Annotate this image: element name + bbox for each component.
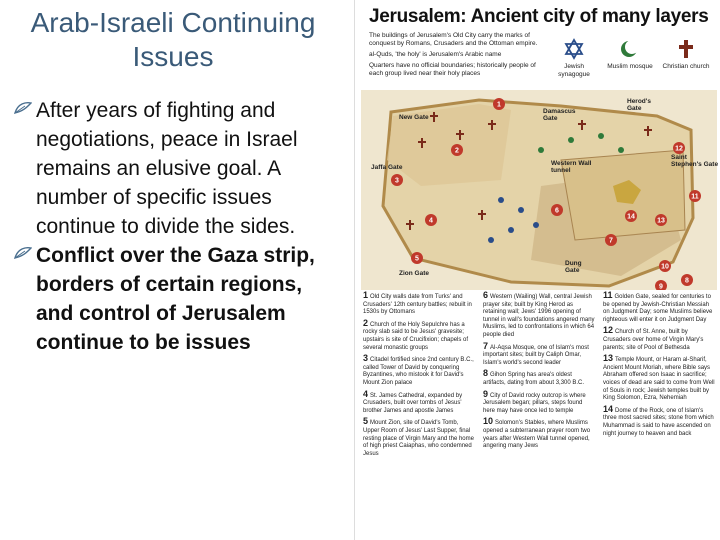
- map-marker-7: 7: [609, 237, 613, 245]
- label-jaffa-gate: Jaffa Gate: [371, 164, 403, 171]
- star-of-david-icon: [563, 38, 585, 60]
- intro-text: The buildings of Jerusalem's Old City carry the marks of conquest by Romans, Crusaders and the Ottoman empire.: [369, 32, 538, 47]
- label-herods-gate: Herod's Gate: [627, 98, 651, 112]
- crescent-icon: [619, 38, 641, 60]
- al-quds-note: al-Quds, 'the holy' is Jerusalem's Arabic name: [369, 51, 502, 58]
- map-marker-10: 10: [661, 263, 669, 271]
- figure-title: Jerusalem: Ancient city of many layers: [369, 6, 709, 27]
- label-st-stephens-gate: Saint Stephen's Gate: [671, 154, 719, 168]
- legend-label: Jewish synagogue: [558, 63, 590, 78]
- key-item: 14 Dome of the Rock, one of Islam's three most sacred sites; stone from which Muhammad is said to have ascended on night journey to heaven and back: [603, 403, 714, 437]
- figure-intro: [369, 32, 539, 78]
- key-item: 10 Solomon's Stables, where Muslims opened a subterranean prayer room two years after Western Wall tunnel opened, angering many Jews: [483, 416, 591, 450]
- legend-christian: [661, 38, 711, 71]
- label-zion-gate: Zion Gate: [399, 270, 429, 277]
- key-item: 8 Gihon Spring has area's oldest artifacts, dating from about 3,300 B.C.: [483, 368, 585, 386]
- legend-label: Christian church: [662, 63, 710, 70]
- leaf-bullet-icon: [14, 101, 32, 115]
- map-marker-12: 12: [675, 145, 683, 153]
- slide-title: Arab-Israeli Continuing Issues: [30, 7, 316, 72]
- key-item: 3 Citadel fortified since 2nd century B.C., called Tower of David by conquering Byzantines, who mistook it for David's Mount Zion palace: [363, 353, 474, 386]
- key-item: 11 Golden Gate, sealed for centuries to be opened by Jewish-Christian Messiah on Judgment Day; some Muslims believe righteous will enter it on Judgment Day: [603, 290, 713, 323]
- key-item: 6 Western (Wailing) Wall, central Jewish prayer site; built by King Herod as retaining wall; Jews' 1996 opening of tunnel in wall's foundations angered many Muslims, led to confrontations in which 64 people died: [483, 290, 595, 338]
- map-marker-1: 1: [497, 101, 501, 109]
- map-marker-8: 8: [685, 277, 689, 285]
- key-item: 12 Church of St. Anne, built by Crusaders over home of Virgin Mary's parents; site of Pool of Bethesda: [603, 325, 704, 351]
- key-column-2: [483, 292, 595, 454]
- map-marker-6: 6: [555, 207, 559, 215]
- key-item: 5 Mount Zion, site of David's Tomb, Upper Room of Jesus' Last Supper, final resting place of Virgin Mary and the home of high priest Caiaphas, who condemned Jesus: [363, 416, 474, 457]
- bullet-item-2: [14, 241, 344, 357]
- key-item: 1 Old City walls date from Turks' and Crusaders' 12th century battles; rebuilt in 1530s by Ottomans: [363, 290, 472, 316]
- label-new-gate: New Gate: [399, 114, 429, 121]
- map-marker-2: 2: [455, 147, 459, 155]
- key-item: 7 Al-Aqsa Mosque, one of Islam's most important sites; built by Caliph Omar, Islam's world's second leader: [483, 340, 589, 366]
- bullet-text-1: After years of fighting and negotiations, peace in Israel remains an elusive goal. A number of specific issues continue to divide the sides.: [36, 99, 298, 238]
- map-marker-9: 9: [659, 283, 663, 290]
- legend-label: Muslim mosque: [607, 63, 653, 70]
- numbered-key: [363, 292, 717, 538]
- bullet-text-2: Conflict over the Gaza strip, borders of certain regions, and control of Jerusalem continue to be issues: [36, 244, 315, 354]
- quarters-note: Quarters have no official boundaries; historically people of each group lived near their holy places: [369, 62, 536, 77]
- legend-jewish: [549, 38, 599, 79]
- leaf-bullet-icon: [14, 246, 32, 260]
- jerusalem-map-figure: [354, 0, 720, 540]
- map-marker-11: 11: [691, 193, 699, 201]
- label-western-wall-tunnel: Western Wall tunnel: [551, 160, 592, 174]
- key-column-3: [603, 292, 715, 441]
- key-item: 9 City of David rocky outcrop is where Jerusalem began; pillars, steps found here may have once led to temple: [483, 388, 586, 414]
- bullet-list: [14, 96, 344, 357]
- map-marker-5: 5: [415, 255, 419, 263]
- map-marker-3: 3: [395, 177, 399, 185]
- legend-muslim: [605, 38, 655, 71]
- map-marker-14: 14: [627, 213, 635, 221]
- label-dung-gate: Dung Gate: [565, 260, 582, 274]
- map-marker-13: 13: [657, 217, 665, 225]
- key-item: 2 Church of the Holy Sepulchre has a rocky slab said to be Jesus' gravesite; upstairs is site of Crucifixion; chapels of several monastic groups: [363, 317, 469, 351]
- key-item: 13 Temple Mount, or Haram al-Sharif, Ancient Mount Moriah, where Bible says Abraham offered son Isaac in sacrifice; voices of dead are said to come from Well of Souls in rock; Jewish temples built by King Solomon, Ezra, Nehemiah: [603, 353, 715, 402]
- label-damascus-gate: Damascus Gate: [543, 108, 576, 122]
- key-column-1: [363, 292, 475, 461]
- cross-icon: [675, 38, 697, 60]
- key-item: 4 St. James Cathedral, expanded by Crusaders, built over tombs of Jesus' brother James and apostle James: [363, 388, 463, 414]
- bullet-item-1: [14, 96, 344, 241]
- map-marker-4: 4: [429, 217, 433, 225]
